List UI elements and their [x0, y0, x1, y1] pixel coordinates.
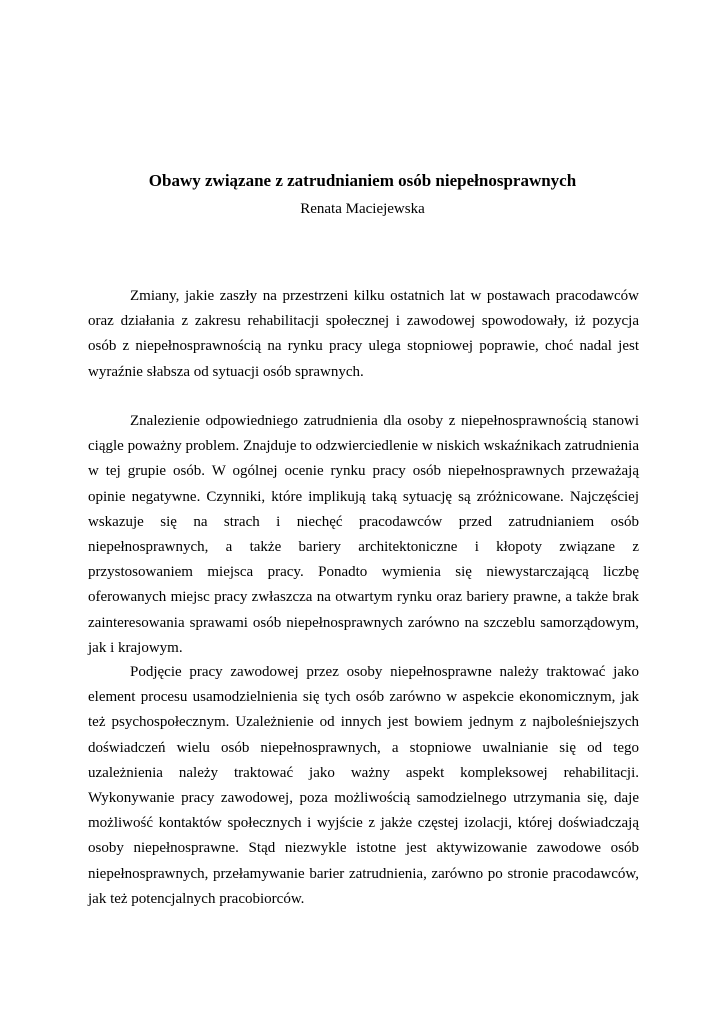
paragraph-2: Znalezienie odpowiedniego zatrudnienia dla osoby z niepełnosprawnością stanowi ciągle poważny problem. Znajduje to odzwierciedlenie w niskich wskaźnikach zatrudnienia w tej grupie osób. W ogólnej ocenie rynku pracy osób niepełnosprawnych przeważają opinie negatywne. Czynniki, które implikują taką sytuację są zróżnicowane. Najczęściej wskazuje się na strach i niechęć pracodawców przed zatrudnianiem osób niepełnosprawnych, a także bariery architektoniczne i kłopoty związane z przystosowaniem miejsca pracy. Ponadto wymienia się niewystarczającą liczbę oferowanych miejsc pracy zwłaszcza na otwartym rynku oraz bariery prawne, a także brak zainteresowania sprawami osób niepełnosprawnych zarówno na szczeblu samorządowym, jak i krajowym. — [88, 413, 639, 656]
document-title: Obawy związane z zatrudnianiem osób niepełnosprawnych — [148, 171, 577, 190]
paragraph-3: Podjęcie pracy zawodowej przez osoby niepełnosprawne należy traktować jako element procesu usamodzielnienia się tych osób zarówno w aspekcie ekonomicznym, jak też psychospołecznym. Uzależnienie od innych jest bowiem jednym z najboleśniejszych doświadczeń wielu osób niepełnosprawnych, a stopniowe uwalnianie się od tego uzależnienia należy traktować jako ważny aspekt kompleksowej rehabilitacji. Wykonywanie pracy zawodowej, poza możliwością samodzielnego utrzymania się, daje możliwość kontaktów społecznych i wyjście z jakże częstej izolacji, której doświadczają osoby niepełnosprawne. Stąd niezwykle istotne jest aktywizowanie zawodowe osób niepełnosprawnych, przełamywanie barier zatrudnienia, zarówno po stronie pracodawców, jak też potencjalnych pracobiorców. — [88, 664, 639, 907]
paragraph-1: Zmiany, jakie zaszły na przestrzeni kilku ostatnich lat w postawach pracodawców oraz działania z zakresu rehabilitacji społecznej i zawodowej spowodowały, iż pozycja osób z niepełnosprawnością na rynku pracy ulega stopniowej poprawie, choć nadal jest wyraźnie słabsza od sytuacji osób sprawnych. — [88, 288, 639, 380]
document-author: Renata Maciejewska — [300, 201, 425, 217]
